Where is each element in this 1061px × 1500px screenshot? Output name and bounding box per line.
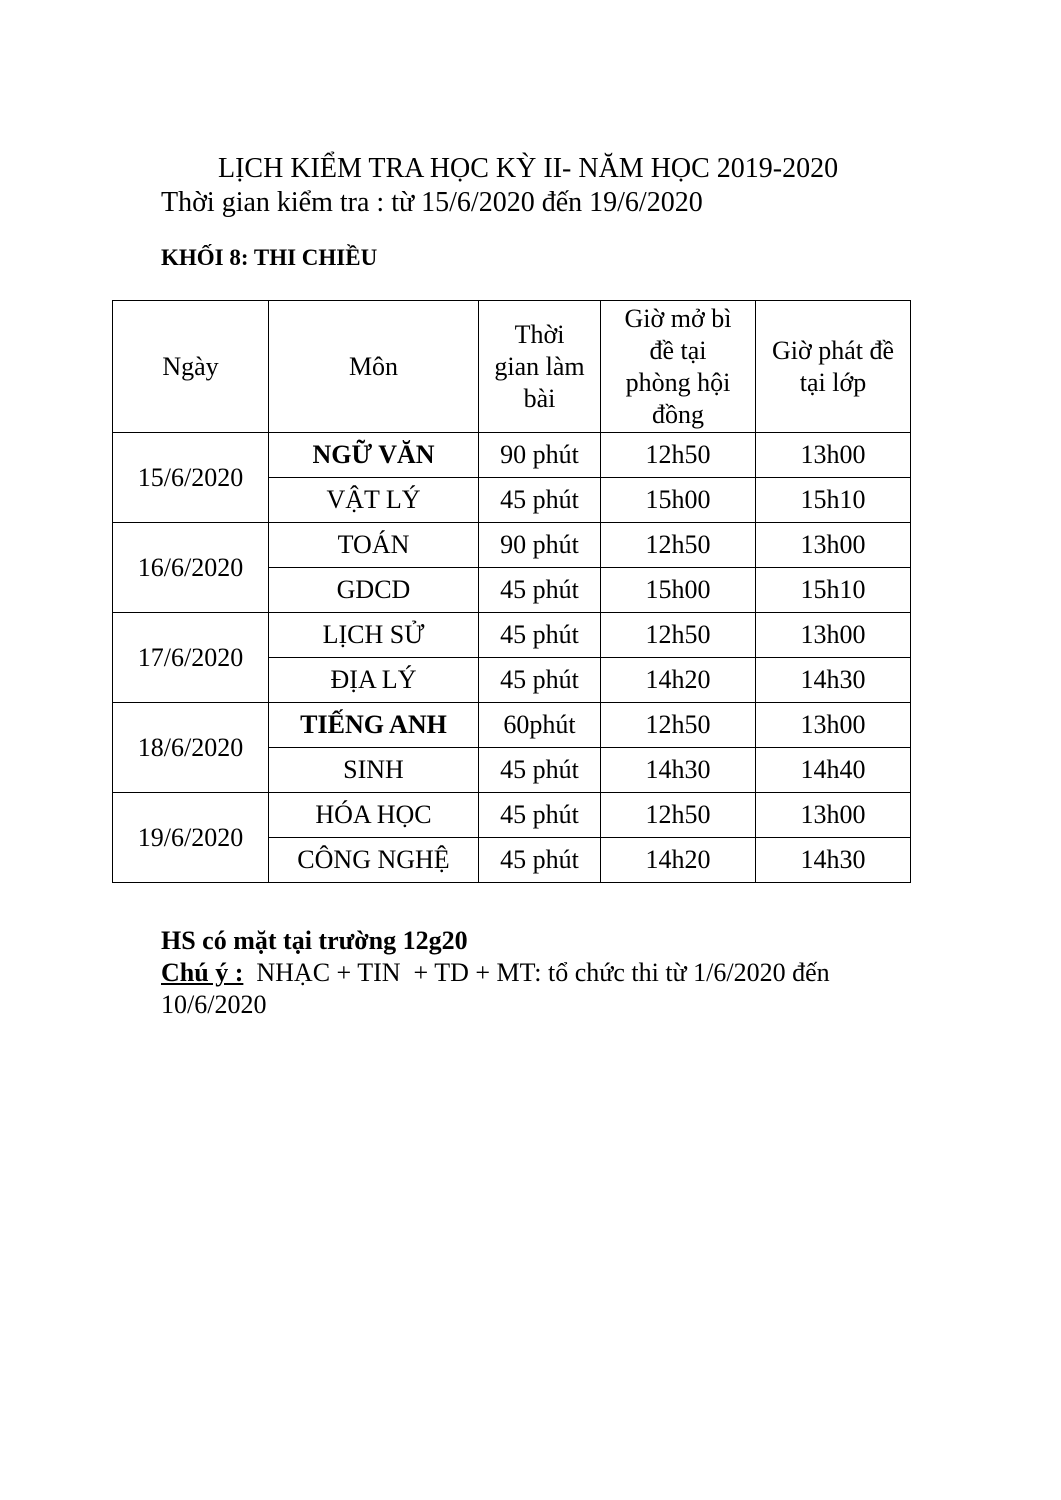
page-title: LỊCH KIỂM TRA HỌC KỲ II- NĂM HỌC 2019-2020	[218, 153, 839, 184]
subject-cell: NGỮ VĂN	[269, 433, 479, 478]
note-text: NHẠC + TIN + TD + MT: tổ chức thi từ 1/6/2020 đến 10/6/2020	[161, 958, 837, 1019]
table-row	[113, 433, 911, 478]
date-cell: 17/6/2020	[113, 613, 269, 703]
header-duration: Thời gian làm bài	[479, 301, 601, 433]
arrival-notice: HS có mặt tại trường 12g20	[161, 926, 468, 955]
duration-cell: 45 phút	[479, 613, 601, 658]
header-open-time: Giờ mở bì đề tại phòng hội đồng	[601, 301, 756, 433]
header-date: Ngày	[113, 301, 269, 433]
duration-cell: 45 phút	[479, 793, 601, 838]
exam-schedule-table	[112, 300, 911, 883]
open-time-cell: 14h20	[601, 838, 756, 883]
table-row	[113, 793, 911, 838]
note-label: Chú ý :	[161, 958, 244, 987]
distribute-time-cell: 13h00	[756, 433, 911, 478]
table-row	[113, 703, 911, 748]
open-time-cell: 12h50	[601, 433, 756, 478]
distribute-time-cell: 13h00	[756, 613, 911, 658]
distribute-time-cell: 15h10	[756, 478, 911, 523]
distribute-time-cell: 15h10	[756, 568, 911, 613]
open-time-cell: 15h00	[601, 568, 756, 613]
subject-cell: TOÁN	[269, 523, 479, 568]
open-time-cell: 14h30	[601, 748, 756, 793]
duration-cell: 45 phút	[479, 838, 601, 883]
distribute-time-cell: 14h40	[756, 748, 911, 793]
subject-cell: CÔNG NGHỆ	[269, 838, 479, 883]
distribute-time-cell: 13h00	[756, 703, 911, 748]
date-cell: 16/6/2020	[113, 523, 269, 613]
grade-heading: KHỐI 8: THI CHIỀU	[161, 245, 378, 270]
table-header-row	[113, 301, 911, 433]
duration-cell: 45 phút	[479, 748, 601, 793]
open-time-cell: 14h20	[601, 658, 756, 703]
subject-cell: TIẾNG ANH	[269, 703, 479, 748]
duration-cell: 60phút	[479, 703, 601, 748]
subject-cell: ĐỊA LÝ	[269, 658, 479, 703]
subject-cell: VẬT LÝ	[269, 478, 479, 523]
subject-cell: GDCD	[269, 568, 479, 613]
header-subject: Môn	[269, 301, 479, 433]
note-paragraph	[161, 957, 881, 1021]
date-cell: 18/6/2020	[113, 703, 269, 793]
duration-cell: 90 phút	[479, 433, 601, 478]
subject-cell: SINH	[269, 748, 479, 793]
date-cell: 19/6/2020	[113, 793, 269, 883]
table-row	[113, 613, 911, 658]
distribute-time-cell: 13h00	[756, 523, 911, 568]
subject-cell: HÓA HỌC	[269, 793, 479, 838]
exam-period: Thời gian kiểm tra : từ 15/6/2020 đến 19/6/2020	[161, 187, 703, 218]
distribute-time-cell: 14h30	[756, 658, 911, 703]
distribute-time-cell: 14h30	[756, 838, 911, 883]
header-distribute-time: Giờ phát đề tại lớp	[756, 301, 911, 433]
date-cell: 15/6/2020	[113, 433, 269, 523]
open-time-cell: 12h50	[601, 703, 756, 748]
subject-cell: LỊCH SỬ	[269, 613, 479, 658]
distribute-time-cell: 13h00	[756, 793, 911, 838]
duration-cell: 45 phút	[479, 658, 601, 703]
table-row	[113, 523, 911, 568]
open-time-cell: 12h50	[601, 523, 756, 568]
open-time-cell: 12h50	[601, 793, 756, 838]
duration-cell: 45 phút	[479, 568, 601, 613]
duration-cell: 45 phút	[479, 478, 601, 523]
duration-cell: 90 phút	[479, 523, 601, 568]
open-time-cell: 15h00	[601, 478, 756, 523]
open-time-cell: 12h50	[601, 613, 756, 658]
